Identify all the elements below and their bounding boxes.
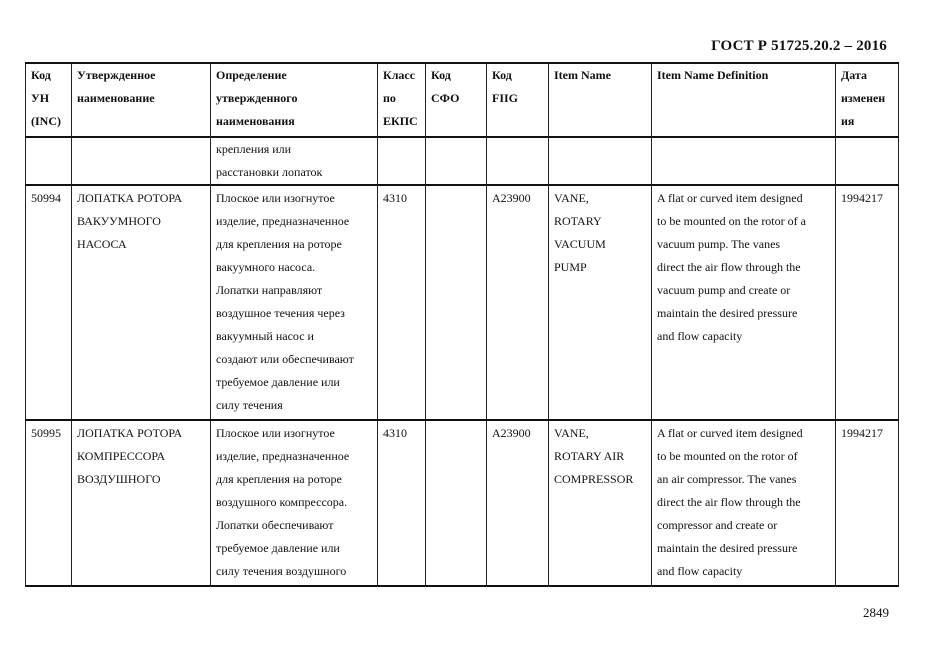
cell-fiig: A23900 <box>487 185 549 420</box>
col-header-approved-name: Утвержденное наименование <box>72 63 211 137</box>
registry-table <box>25 62 899 587</box>
table-row-continuation <box>26 137 899 185</box>
cell-definition: крепления или расстановки лопаток <box>211 137 378 185</box>
cell-name: ЛОПАТКА РОТОРА ВАКУУМНОГО НАСОСА <box>72 185 211 420</box>
cell-item-name: VANE, ROTARY VACUUM PUMP <box>549 185 652 420</box>
cell-definition: Плоское или изогнутое изделие, предназначенное для крепления на роторе воздушного компрессора. Лопатки обеспечивают требуемое давление или силу течения воздушного <box>211 420 378 586</box>
col-header-fiig: Код FIIG <box>487 63 549 137</box>
cell-item-name: VANE, ROTARY AIR COMPRESSOR <box>549 420 652 586</box>
cell-item-definition: A flat or curved item designed to be mounted on the rotor of an air compressor. The vanes direct the air flow through the compressor and create or maintain the desired pressure and flow capacity <box>652 420 836 586</box>
cell-item-definition <box>652 137 836 185</box>
table-row <box>26 185 899 420</box>
cell-sfo <box>426 185 487 420</box>
standard-title: ГОСТ Р 51725.20.2 – 2016 <box>711 38 887 54</box>
cell-date: 1994217 <box>836 185 899 420</box>
cell-name <box>72 137 211 185</box>
cell-definition: Плоское или изогнутое изделие, предназначенное для крепления на роторе вакуумного насоса. Лопатки направляют воздушное течения через вакуумный насос и создают или обеспечивают требуемое давление или силу течения <box>211 185 378 420</box>
cell-class: 4310 <box>378 420 426 586</box>
col-header-item-name: Item Name <box>549 63 652 137</box>
cell-inc <box>26 137 72 185</box>
cell-sfo <box>426 420 487 586</box>
cell-sfo <box>426 137 487 185</box>
col-header-sfo: Код СФО <box>426 63 487 137</box>
table-header-row <box>26 63 899 137</box>
cell-inc: 50994 <box>26 185 72 420</box>
col-header-item-definition: Item Name Definition <box>652 63 836 137</box>
cell-date: 1994217 <box>836 420 899 586</box>
cell-name: ЛОПАТКА РОТОРА КОМПРЕССОРА ВОЗДУШНОГО <box>72 420 211 586</box>
cell-fiig: A23900 <box>487 420 549 586</box>
cell-inc: 50995 <box>26 420 72 586</box>
cell-class <box>378 137 426 185</box>
col-header-definition: Определение утвержденного наименования <box>211 63 378 137</box>
col-header-inc: Код УН (INC) <box>26 63 72 137</box>
cell-class: 4310 <box>378 185 426 420</box>
table-row <box>26 420 899 586</box>
col-header-change-date: Дата изменен ия <box>836 63 899 137</box>
page-number: 2849 <box>863 605 889 620</box>
cell-item-definition: A flat or curved item designed to be mounted on the rotor of a vacuum pump. The vanes direct the air flow through the vacuum pump and create or maintain the desired pressure and flow capacity <box>652 185 836 420</box>
cell-item-name <box>549 137 652 185</box>
cell-date <box>836 137 899 185</box>
col-header-class: Класс по ЕКПС <box>378 63 426 137</box>
cell-fiig <box>487 137 549 185</box>
